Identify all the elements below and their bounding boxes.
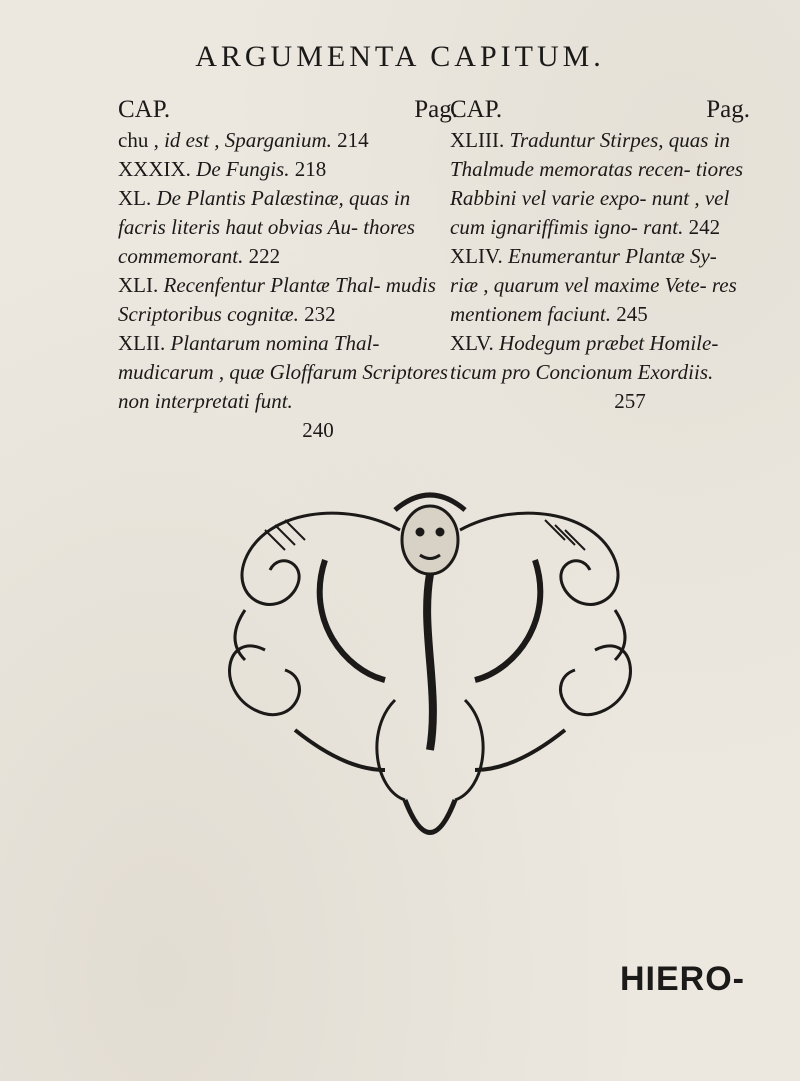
pag-label: Pag.	[706, 96, 750, 123]
page-heading: ARGUMENTA CAPITUM.	[195, 40, 605, 73]
chapter-title: Traduntur Stirpes, quas in Thalmude memoratas recen- tiores Rabbini vel varie expo- nunt , vel cum ignariffimis igno- rant.	[450, 128, 743, 239]
page-number: 257	[614, 389, 646, 413]
chapter-entry	[118, 184, 458, 271]
chapter-entry	[118, 155, 458, 184]
page-number: 245	[610, 302, 648, 326]
pag-label: Pag.	[414, 96, 458, 123]
chapter-title: De Fungis.	[196, 157, 290, 181]
page-number: 214	[331, 128, 369, 152]
catchword: HIERO-	[620, 960, 745, 998]
chapter-entry	[450, 329, 750, 416]
page-number: 240	[302, 418, 334, 442]
cap-label: CAP.	[118, 96, 171, 123]
chapter-number: XLIV.	[450, 244, 508, 268]
chapter-entry	[118, 329, 458, 445]
chapter-number: XLIII.	[450, 128, 510, 152]
chapter-title: id est , Sparganium.	[164, 128, 332, 152]
left-column	[118, 95, 458, 445]
chapter-title: De Plantis Palæstinæ, quas in facris literis haut obvias Au- thores commemorant.	[118, 186, 415, 268]
right-column	[450, 95, 750, 416]
chapter-number: XXXIX.	[118, 157, 197, 181]
chapter-number: XLV.	[450, 331, 500, 355]
page-number: 242	[683, 215, 721, 239]
chapter-number: XLI.	[118, 273, 164, 297]
left-column-header	[118, 95, 458, 125]
chapter-number: chu ,	[118, 128, 165, 152]
chapter-entry	[450, 126, 750, 242]
chapter-number: XL.	[118, 186, 157, 210]
chapter-title: Enumerantur Plantæ Sy- riæ , quarum vel maxime Vete- res mentionem faciunt.	[450, 244, 737, 326]
chapter-number: XLII.	[118, 331, 171, 355]
page-number: 232	[298, 302, 336, 326]
chapter-entry	[118, 271, 458, 329]
cap-label: CAP.	[450, 96, 503, 123]
page-number: 218	[289, 157, 327, 181]
chapter-title: Plantarum nomina Thal- mudicarum , quæ Gloffarum Scriptores non interpretati funt.	[118, 331, 448, 413]
baroque-face-ornament-icon	[205, 470, 655, 870]
right-column-header	[450, 95, 750, 125]
chapter-title: Recenfentur Plantæ Thal- mudis Scriptoribus cognitæ.	[118, 273, 436, 326]
chapter-entry	[118, 126, 458, 155]
chapter-entry	[450, 242, 750, 329]
chapter-title: Hodegum præbet Homile- ticum pro Concionum Exordiis.	[450, 331, 719, 384]
page-number: 222	[243, 244, 281, 268]
